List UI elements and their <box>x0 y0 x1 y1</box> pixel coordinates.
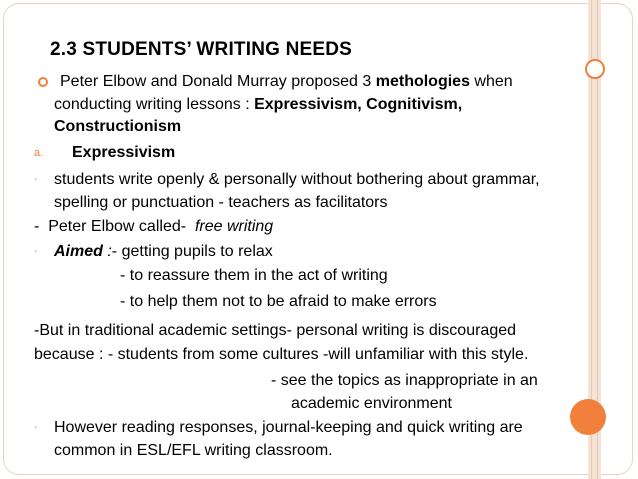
para-line-3: - see the topics as inappropriate in an <box>271 372 538 389</box>
para-line-1: -But in traditional academic settings- personal writing is discouraged <box>34 322 517 339</box>
point3-line: Aimed :- getting pupils to relax <box>54 243 273 260</box>
section-heading: Expressivism <box>72 144 176 161</box>
intro-line-1: Peter Elbow and Donald Murray proposed 3 methologies when <box>60 73 513 90</box>
dash-marker: - <box>34 246 38 257</box>
para-line-4: academic environment <box>291 395 452 412</box>
point1-line-2: spelling or punctuation - teachers as facilitators <box>54 194 388 211</box>
intro-line-2: conducting writing lessons : Expressivism, Cognitivism, <box>54 96 463 113</box>
decorative-circle-outline <box>585 59 605 79</box>
point2-line: - Peter Elbow called- free writing <box>34 218 274 235</box>
decorative-circle-filled <box>570 399 606 435</box>
point1-line-1: students write openly & personally without bothering about grammar, <box>54 171 540 188</box>
dash-marker: - <box>34 174 38 185</box>
slide-title: 2.3 STUDENTS’ WRITING NEEDS <box>50 39 353 60</box>
intro-line-3: Constructionism <box>54 118 182 135</box>
point4-line-2: common in ESL/EFL writing classroom. <box>54 442 333 459</box>
point3-sub-1: - to reassure them in the act of writing <box>120 267 388 284</box>
dash-marker: - <box>34 422 38 433</box>
point4-line-1: However reading responses, journal-keeping and quick writing are <box>54 419 523 436</box>
point3-sub-2: - to help them not to be afraid to make errors <box>120 293 437 310</box>
para-line-2: because : - students from some cultures -will unfamiliar with this style. <box>34 346 529 363</box>
section-marker: a. <box>34 147 44 159</box>
bullet-circle-icon <box>38 77 48 87</box>
